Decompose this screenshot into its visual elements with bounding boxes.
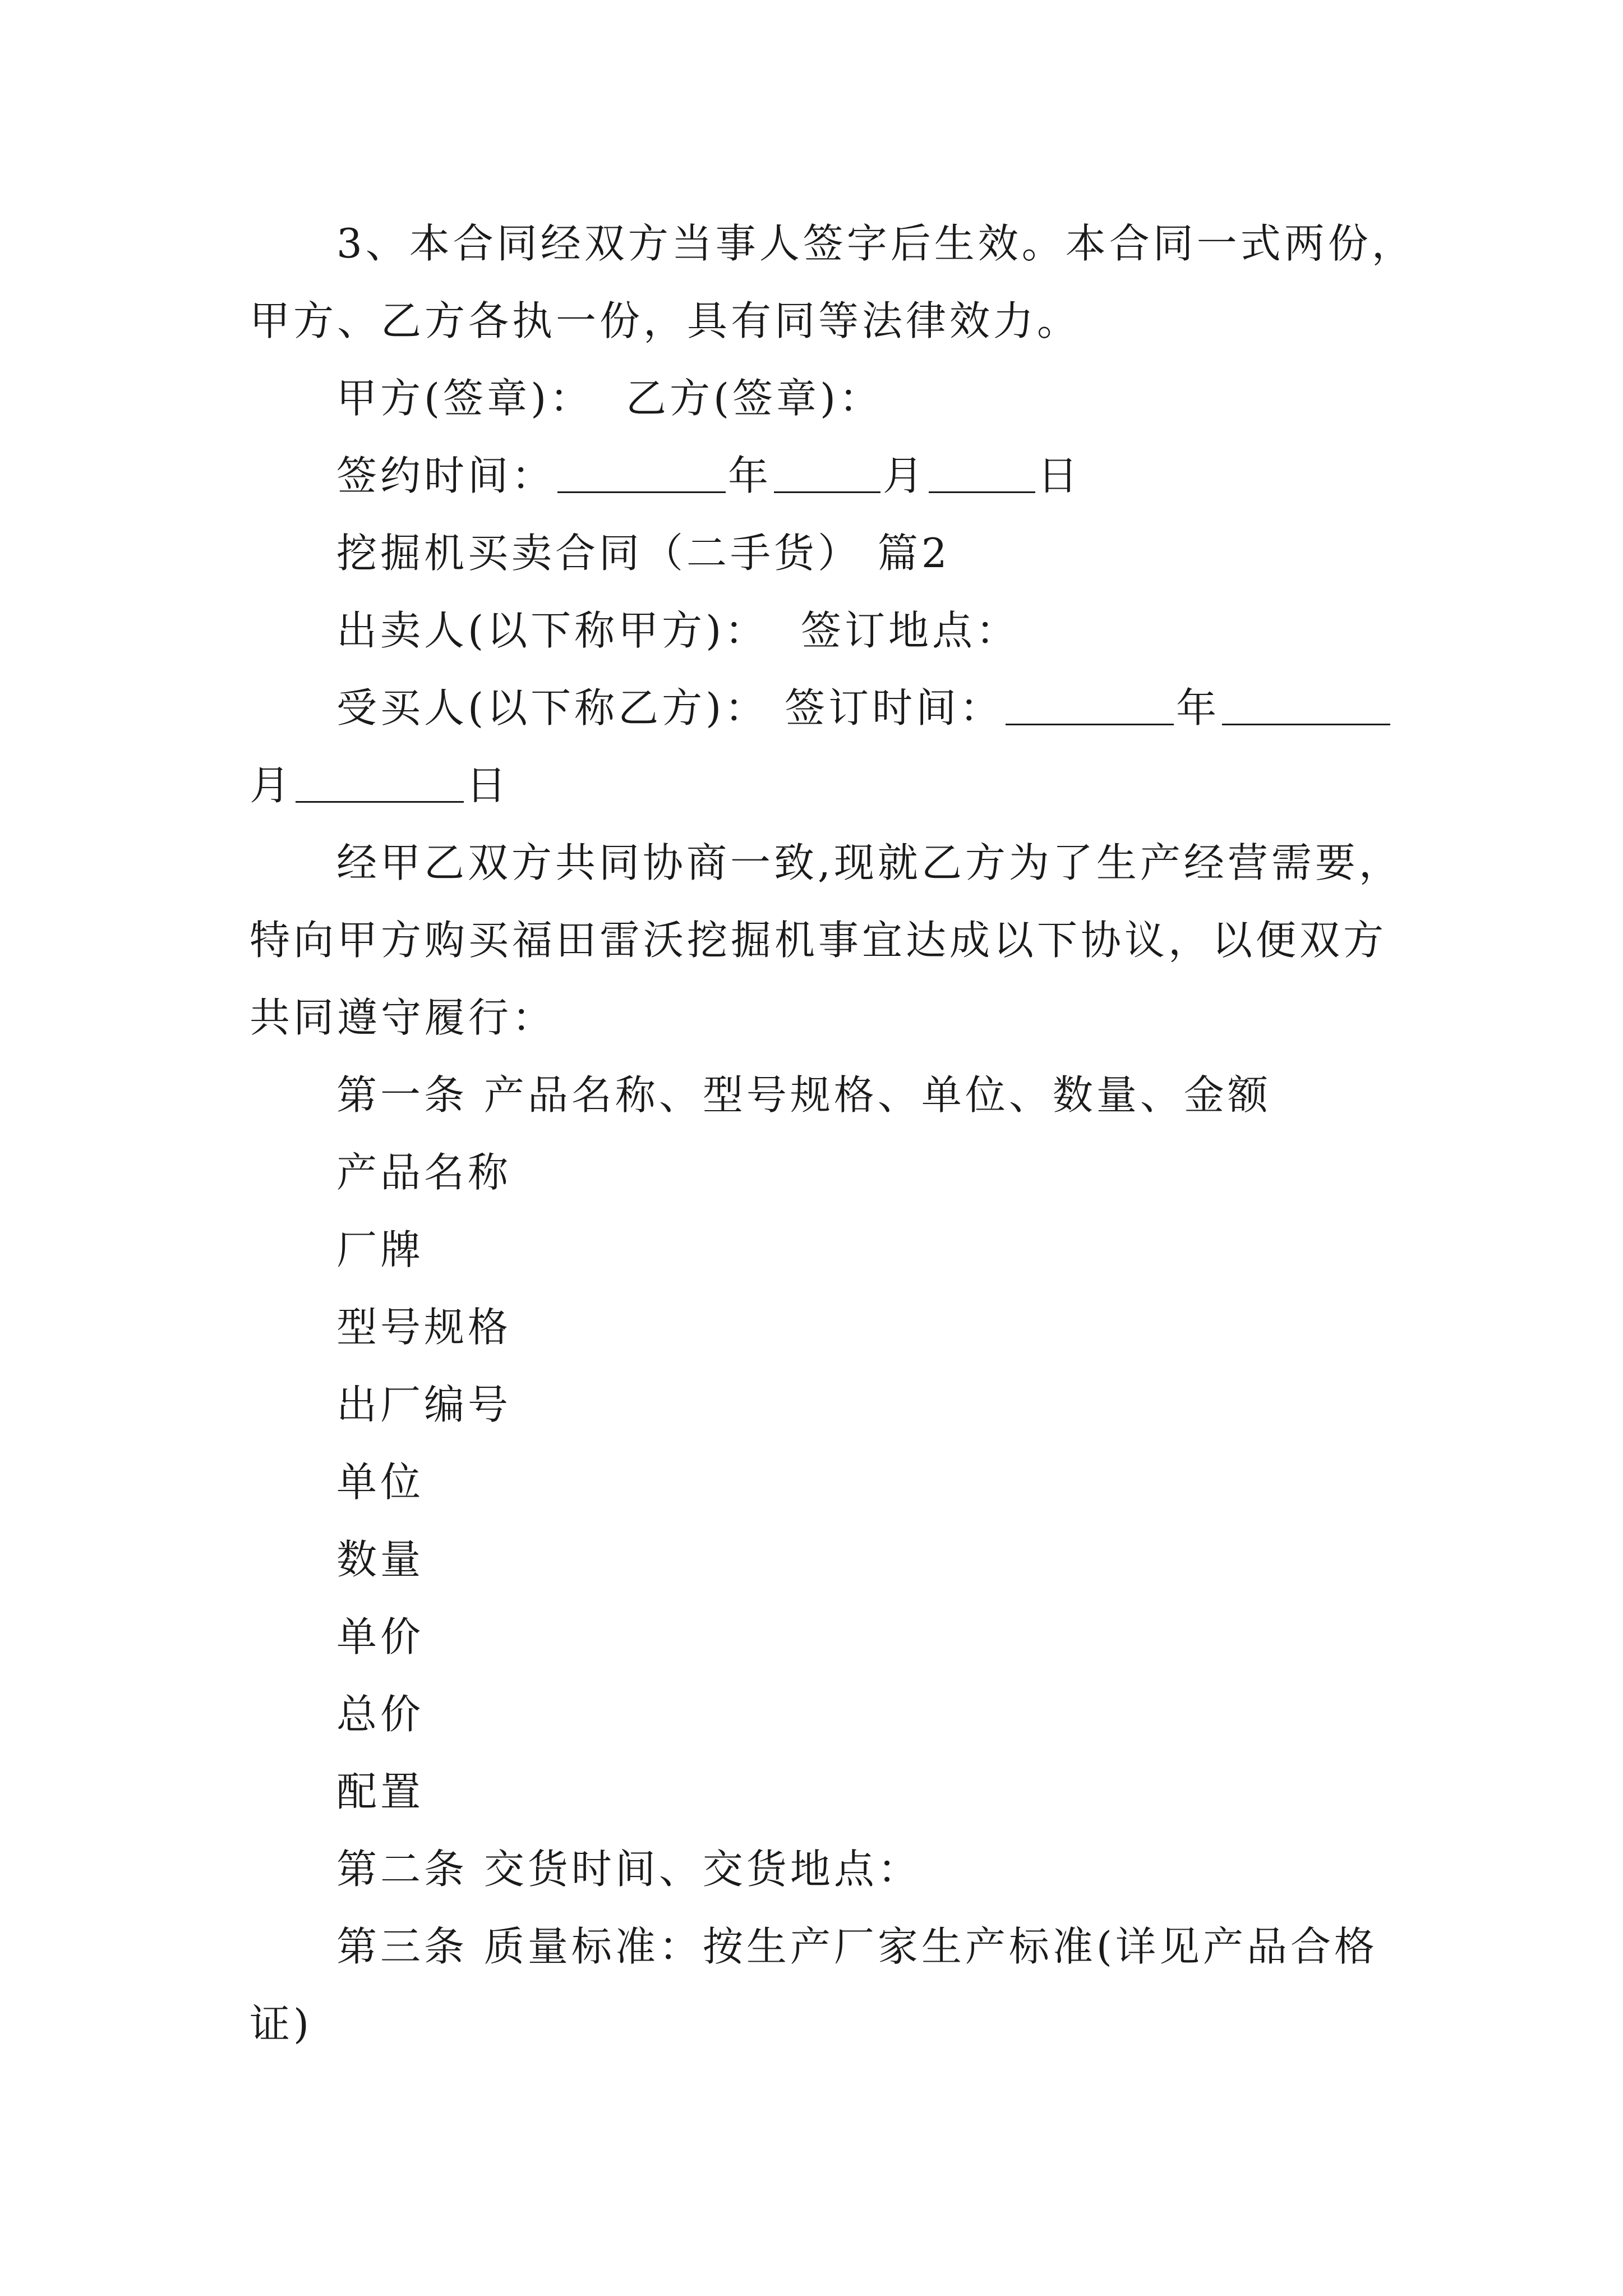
item-model: 型号规格 (336, 1304, 512, 1351)
seller-line: 出卖人(以下称甲方)： 签订地点： (336, 607, 1020, 654)
buyer-day-label: 日 (466, 762, 510, 809)
item-quantity: 数量 (336, 1536, 425, 1583)
month-label: 月 (883, 452, 927, 499)
article-3-line-2: 证) (250, 2000, 313, 2047)
buyer-month-label: 月 (250, 762, 294, 809)
article-2: 第二条 交货时间、交货地点： (336, 1846, 921, 1893)
signing-date-label: 签约时间： (336, 452, 556, 499)
intro-line-1: 经甲乙双方共同协商一致,现就乙方为了生产经营需要， (336, 839, 1403, 886)
item-brand: 厂牌 (336, 1226, 425, 1273)
contract-title: 挖掘机买卖合同（二手货） 篇2 (336, 530, 951, 577)
clause-3-line-1: 3、本合同经双方当事人签字后生效。本合同一式两份， (336, 220, 1415, 267)
item-configuration: 配置 (336, 1768, 425, 1815)
intro-line-2: 特向甲方购买福田雷沃挖掘机事宜达成以下协议，以便双方 (250, 917, 1387, 964)
article-3-line-1: 第三条 质量标准：按生产厂家生产标准(详见产品合格 (336, 1923, 1378, 1970)
buyer-day-blank[interactable] (296, 762, 464, 803)
day-label: 日 (1038, 452, 1082, 499)
item-total-price: 总价 (336, 1691, 425, 1738)
buyer-year-blank[interactable] (1006, 684, 1174, 725)
buyer-label: 受买人(以下称乙方)： 签订时间： (336, 684, 1004, 731)
signing-date-line (336, 448, 1081, 504)
month-blank[interactable] (774, 452, 880, 493)
day-blank[interactable] (929, 452, 1035, 493)
year-label: 年 (728, 452, 772, 499)
clause-3-line-2: 甲方、乙方各执一份，具有同等法律效力。 (250, 297, 1081, 344)
intro-line-3: 共同遵守履行： (250, 994, 556, 1041)
item-unit: 单位 (336, 1458, 425, 1506)
article-1: 第一条 产品名称、型号规格、单位、数量、金额 (336, 1071, 1271, 1119)
item-unit-price: 单价 (336, 1613, 425, 1660)
buyer-year-label: 年 (1176, 684, 1220, 731)
signature-parties: 甲方(签章)： 乙方(签章)： (336, 375, 883, 422)
buyer-line (336, 680, 1393, 736)
item-serial: 出厂编号 (336, 1381, 512, 1428)
buyer-line-cont (250, 757, 510, 813)
item-product-name: 产品名称 (336, 1149, 512, 1196)
year-blank[interactable] (557, 452, 726, 493)
buyer-month-blank-1[interactable] (1222, 684, 1390, 725)
